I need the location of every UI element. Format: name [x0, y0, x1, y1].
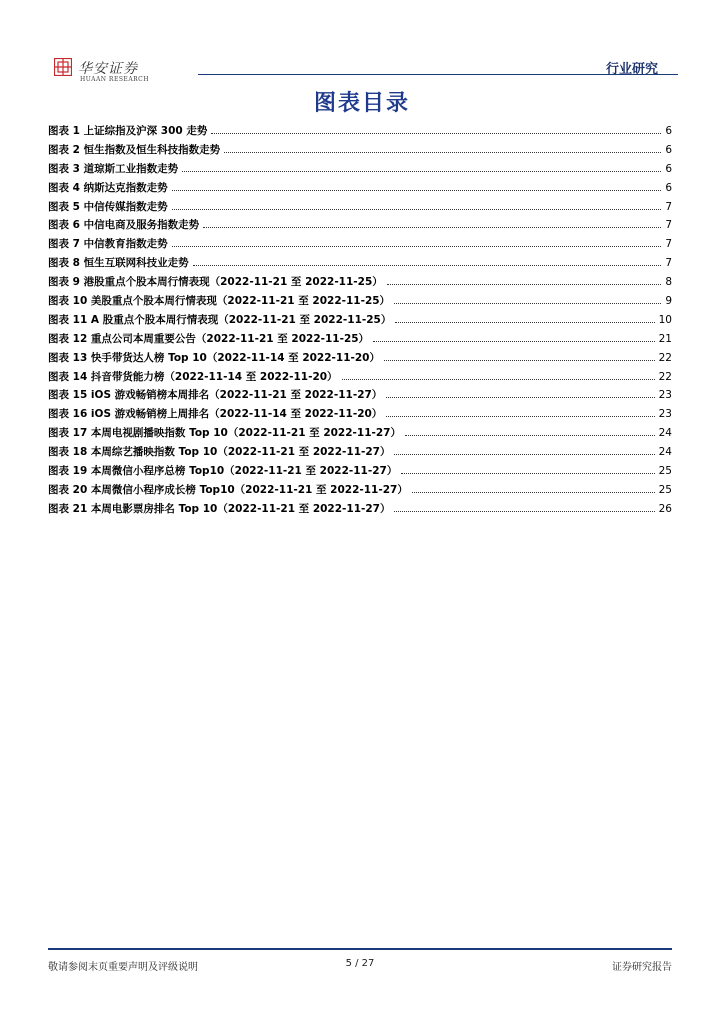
toc-entry[interactable] [48, 480, 672, 499]
toc-dot-leader [394, 291, 661, 304]
toc-entry-label: 图表 11 A 股重点个股本周行情表现（2022-11-21 至 2022-11-25） [48, 313, 392, 326]
toc-entry-label: 图表 6 中信电商及服务指数走势 [48, 219, 200, 232]
section-label: 行业研究 [605, 62, 658, 77]
toc-entry[interactable] [48, 178, 672, 197]
toc-entry-label: 图表 4 纳斯达克指数走势 [48, 181, 168, 194]
toc-dot-leader [193, 253, 662, 266]
toc-entry[interactable] [48, 461, 672, 480]
toc-dot-leader [172, 234, 662, 247]
page-footer [48, 948, 672, 978]
toc-entry-label: 图表 14 抖音带货能力榜（2022-11-14 至 2022-11-20） [48, 370, 338, 383]
toc-dot-leader [373, 329, 655, 342]
toc-entry[interactable] [48, 329, 672, 348]
report-type: 证券研究报告 [612, 962, 672, 973]
page-header [48, 52, 672, 83]
toc-dot-leader [172, 178, 662, 191]
huaan-logo-icon [54, 58, 72, 76]
toc-entry-label: 图表 21 本周电影票房排名 Top 10（2022-11-21 至 2022-11-27） [48, 502, 391, 515]
toc-entry[interactable] [48, 291, 672, 310]
toc-entry[interactable] [48, 423, 672, 442]
toc-entry-page: 21 [658, 332, 672, 345]
toc-entry-page: 26 [658, 502, 672, 515]
page-title: 图表目录 [313, 90, 410, 116]
toc-entry-label: 图表 5 中信传媒指数走势 [48, 200, 168, 213]
toc-dot-leader [172, 197, 662, 210]
toc-entry-label: 图表 19 本周微信小程序总榜 Top10（2022-11-21 至 2022-11-27） [48, 465, 398, 478]
toc-entry-label: 图表 2 恒生指数及恒生科技指数走势 [48, 143, 221, 156]
toc-entry[interactable] [48, 442, 672, 461]
toc-entry-page: 7 [665, 238, 672, 251]
toc-entry[interactable] [48, 272, 672, 291]
toc-dot-leader [395, 310, 654, 323]
toc-entry-label: 图表 1 上证综指及沪深 300 走势 [48, 125, 208, 137]
toc-entry-page: 9 [665, 295, 672, 308]
toc-dot-leader [386, 385, 654, 398]
footer-rule [48, 948, 672, 950]
toc-entry-page: 10 [658, 313, 672, 326]
toc-entry[interactable] [48, 385, 672, 404]
toc-entry-page: 6 [665, 125, 672, 137]
toc-entry-label: 图表 3 道琼斯工业指数走势 [48, 162, 179, 175]
toc-entry-page: 7 [665, 257, 672, 270]
toc-entry[interactable] [48, 121, 672, 140]
toc-dot-leader [203, 215, 661, 228]
toc-entry-page: 22 [658, 370, 672, 383]
toc-dot-leader [182, 159, 661, 172]
toc-dot-leader [412, 480, 655, 493]
toc-dot-leader [224, 140, 661, 153]
toc-dot-leader [405, 423, 655, 436]
toc-entry-label: 图表 9 港股重点个股本周行情表现（2022-11-21 至 2022-11-25） [48, 276, 383, 289]
toc-entry-label: 图表 15 iOS 游戏畅销榜本周排名（2022-11-21 至 2022-11-27） [48, 389, 383, 402]
page-number: 5 / 27 [345, 958, 375, 969]
toc-entry-label: 图表 12 重点公司本周重要公告（2022-11-21 至 2022-11-25） [48, 332, 370, 345]
toc-entry-label: 图表 20 本周微信小程序成长榜 Top10（2022-11-21 至 2022-11-27） [48, 483, 408, 496]
toc-dot-leader [386, 404, 654, 417]
toc-entry[interactable] [48, 215, 672, 234]
toc-entry-page: 23 [658, 408, 672, 421]
toc-entry-page: 22 [658, 351, 672, 364]
disclaimer-note: 敬请参阅末页重要声明及评级说明 [48, 962, 198, 973]
toc-entry[interactable] [48, 253, 672, 272]
toc-entry[interactable] [48, 367, 672, 386]
toc-entry[interactable] [48, 348, 672, 367]
toc-entry-page: 6 [665, 162, 672, 175]
toc-entry[interactable] [48, 159, 672, 178]
toc-entry-label: 图表 10 美股重点个股本周行情表现（2022-11-21 至 2022-11-25） [48, 295, 391, 308]
logo-subtext: HUAAN RESEARCH [80, 76, 149, 83]
toc-entry-label: 图表 13 快手带货达人榜 Top 10（2022-11-14 至 2022-11-20） [48, 351, 380, 364]
toc-entry[interactable] [48, 310, 672, 329]
toc-entry-label: 图表 17 本周电视剧播映指数 Top 10（2022-11-21 至 2022-11-27） [48, 427, 401, 440]
toc-entry-page: 7 [665, 200, 672, 213]
toc-entry-page: 25 [658, 465, 672, 478]
toc-dot-leader [387, 272, 662, 285]
toc-entry-page: 7 [665, 219, 672, 232]
toc-entry-page: 24 [658, 427, 672, 440]
toc-entry[interactable] [48, 404, 672, 423]
toc-entry-label: 图表 7 中信教育指数走势 [48, 238, 168, 251]
toc-entry-page: 23 [658, 389, 672, 402]
toc-dot-leader [342, 367, 655, 380]
toc-dot-leader [384, 348, 655, 361]
toc-dot-leader [211, 121, 661, 134]
logo-text: 华安证券 [78, 61, 138, 77]
toc-entry[interactable] [48, 499, 672, 518]
toc-dot-leader [401, 461, 654, 474]
toc-entry-page: 6 [665, 181, 672, 194]
toc-entry-page: 25 [658, 483, 672, 496]
toc-entry-label: 图表 16 iOS 游戏畅销榜上周排名（2022-11-14 至 2022-11-20） [48, 408, 383, 421]
toc-entry-page: 6 [665, 143, 672, 156]
toc-entry[interactable] [48, 234, 672, 253]
toc-dot-leader [394, 499, 654, 512]
figure-toc [48, 121, 672, 518]
toc-entry[interactable] [48, 140, 672, 159]
toc-entry-page: 8 [665, 276, 672, 289]
toc-entry[interactable] [48, 197, 672, 216]
toc-entry-page: 24 [658, 446, 672, 459]
toc-dot-leader [394, 442, 654, 455]
toc-entry-label: 图表 8 恒生互联网科技业走势 [48, 257, 189, 270]
toc-entry-label: 图表 18 本周综艺播映指数 Top 10（2022-11-21 至 2022-11-27） [48, 446, 391, 459]
